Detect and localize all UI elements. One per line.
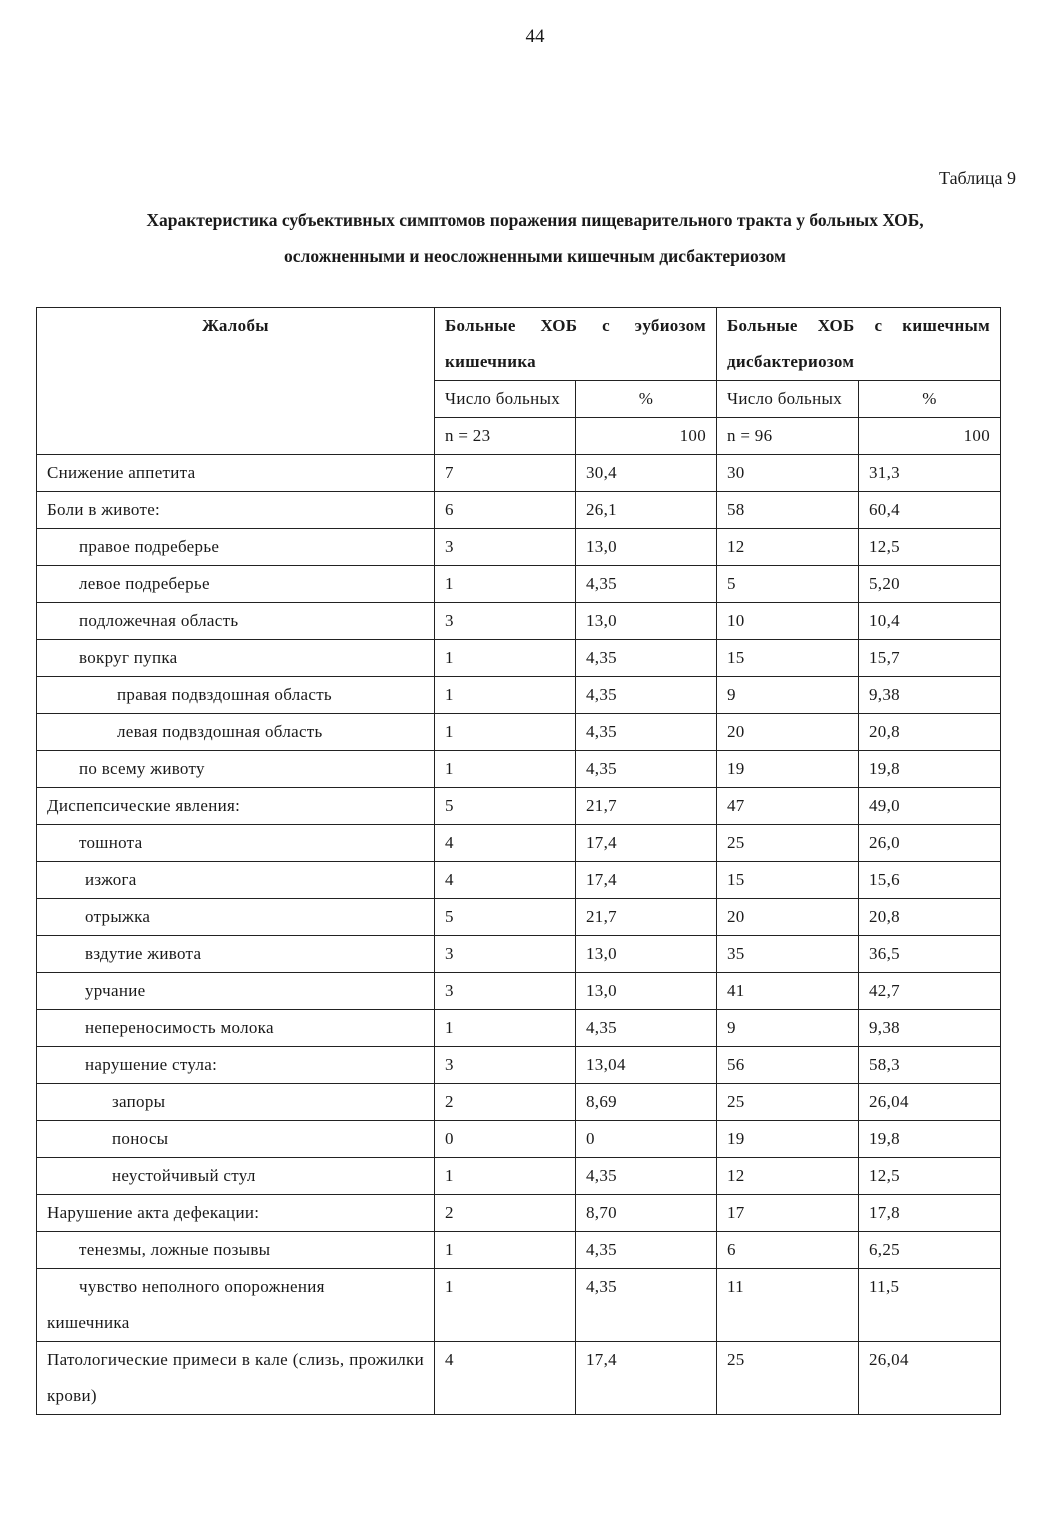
table-row xyxy=(37,1010,1001,1047)
table-row xyxy=(37,862,1001,899)
table-body xyxy=(37,455,1001,1415)
cell-g1-count: 1 xyxy=(435,751,576,788)
row-label-text: урчание xyxy=(85,981,146,1000)
header-g2-total: 100 xyxy=(859,418,1001,455)
cell-g2-count: 10 xyxy=(717,603,859,640)
cell-g2-percent: 36,5 xyxy=(859,936,1001,973)
cell-g2-percent: 9,38 xyxy=(859,677,1001,714)
header-g1-n: n = 23 xyxy=(435,418,576,455)
cell-g2-count: 47 xyxy=(717,788,859,825)
header-g2-percent: % xyxy=(859,381,1001,418)
cell-g1-percent: 13,04 xyxy=(576,1047,717,1084)
table-row xyxy=(37,1158,1001,1195)
row-label-text: Диспепсические явления: xyxy=(47,796,241,815)
cell-g1-count: 5 xyxy=(435,788,576,825)
cell-g1-percent: 4,35 xyxy=(576,640,717,677)
cell-g1-count: 4 xyxy=(435,1342,576,1415)
cell-g2-count: 41 xyxy=(717,973,859,1010)
row-label-text: вокруг пупка xyxy=(79,648,178,667)
header-g1-count: Число больных xyxy=(435,381,576,418)
cell-g2-percent: 15,6 xyxy=(859,862,1001,899)
header-g2-n: n = 96 xyxy=(717,418,859,455)
cell-g2-percent: 20,8 xyxy=(859,714,1001,751)
table-row xyxy=(37,788,1001,825)
header-g2-count: Число больных xyxy=(717,381,859,418)
cell-g2-count: 12 xyxy=(717,1158,859,1195)
row-label xyxy=(37,714,435,751)
row-label xyxy=(37,1010,435,1047)
cell-g2-percent: 19,8 xyxy=(859,1121,1001,1158)
cell-g1-percent: 21,7 xyxy=(576,899,717,936)
cell-g2-percent: 31,3 xyxy=(859,455,1001,492)
cell-g2-count: 35 xyxy=(717,936,859,973)
row-label-text: тенезмы, ложные позывы xyxy=(79,1240,271,1259)
table-row xyxy=(37,825,1001,862)
cell-g1-count: 7 xyxy=(435,455,576,492)
cell-g2-count: 20 xyxy=(717,714,859,751)
table-row xyxy=(37,1121,1001,1158)
cell-g1-percent: 8,70 xyxy=(576,1195,717,1232)
row-label xyxy=(37,566,435,603)
cell-g1-count: 1 xyxy=(435,1232,576,1269)
cell-g1-percent: 17,4 xyxy=(576,862,717,899)
row-label xyxy=(37,1047,435,1084)
cell-g1-percent: 4,35 xyxy=(576,1269,717,1342)
table-row xyxy=(37,714,1001,751)
cell-g1-count: 1 xyxy=(435,1158,576,1195)
cell-g1-percent: 4,35 xyxy=(576,714,717,751)
cell-g2-count: 30 xyxy=(717,455,859,492)
cell-g1-count: 4 xyxy=(435,825,576,862)
row-label xyxy=(37,825,435,862)
cell-g2-count: 20 xyxy=(717,899,859,936)
page-number: 44 xyxy=(525,26,545,47)
row-label-text: Боли в животе: xyxy=(47,500,161,519)
cell-g1-percent: 26,1 xyxy=(576,492,717,529)
cell-g2-count: 15 xyxy=(717,640,859,677)
cell-g2-percent: 20,8 xyxy=(859,899,1001,936)
cell-g1-count: 1 xyxy=(435,677,576,714)
cell-g1-percent: 17,4 xyxy=(576,1342,717,1415)
title-line-2: осложненными и неосложненными кишечным дисбактериозом xyxy=(284,246,786,266)
row-label xyxy=(37,862,435,899)
cell-g1-count: 1 xyxy=(435,714,576,751)
cell-g1-count: 3 xyxy=(435,973,576,1010)
cell-g2-count: 9 xyxy=(717,677,859,714)
row-label-text: подложечная область xyxy=(79,611,239,630)
cell-g2-count: 25 xyxy=(717,1084,859,1121)
cell-g1-percent: 13,0 xyxy=(576,936,717,973)
cell-g1-count: 3 xyxy=(435,529,576,566)
header-group-eubiosis: Больные ХОБ с эубиозом кишечника xyxy=(435,308,717,381)
cell-g1-percent: 13,0 xyxy=(576,603,717,640)
cell-g2-count: 15 xyxy=(717,862,859,899)
cell-g2-percent: 11,5 xyxy=(859,1269,1001,1342)
row-label-text: чувство неполного опорожнения xyxy=(79,1277,325,1296)
cell-g2-percent: 26,0 xyxy=(859,825,1001,862)
cell-g2-count: 19 xyxy=(717,1121,859,1158)
cell-g2-percent: 42,7 xyxy=(859,973,1001,1010)
table-title xyxy=(60,202,1010,274)
cell-g2-percent: 26,04 xyxy=(859,1084,1001,1121)
row-label xyxy=(37,603,435,640)
cell-g1-percent: 4,35 xyxy=(576,566,717,603)
cell-g1-percent: 8,69 xyxy=(576,1084,717,1121)
row-label-text: Нарушение акта дефекации: xyxy=(47,1203,260,1222)
row-label-text: левое подреберье xyxy=(79,574,210,593)
cell-g1-percent: 13,0 xyxy=(576,973,717,1010)
row-label-text: тошнота xyxy=(79,833,143,852)
header-g1-percent: % xyxy=(576,381,717,418)
row-label-text: поносы xyxy=(112,1129,169,1148)
cell-g2-count: 9 xyxy=(717,1010,859,1047)
row-label xyxy=(37,751,435,788)
cell-g1-percent: 0 xyxy=(576,1121,717,1158)
cell-g1-percent: 4,35 xyxy=(576,751,717,788)
row-label xyxy=(37,899,435,936)
table-row xyxy=(37,1195,1001,1232)
row-label xyxy=(37,455,435,492)
cell-g1-percent: 4,35 xyxy=(576,1158,717,1195)
cell-g1-count: 0 xyxy=(435,1121,576,1158)
cell-g2-percent: 10,4 xyxy=(859,603,1001,640)
row-label-text: запоры xyxy=(112,1092,166,1111)
table-row xyxy=(37,1084,1001,1121)
row-label xyxy=(37,1084,435,1121)
row-label xyxy=(37,1158,435,1195)
cell-g1-percent: 4,35 xyxy=(576,677,717,714)
cell-g2-count: 11 xyxy=(717,1269,859,1342)
table-row xyxy=(37,677,1001,714)
row-label-text: изжога xyxy=(85,870,137,889)
cell-g1-count: 3 xyxy=(435,1047,576,1084)
cell-g1-percent: 21,7 xyxy=(576,788,717,825)
table-row xyxy=(37,936,1001,973)
row-label xyxy=(37,1232,435,1269)
header-complaints: Жалобы xyxy=(37,308,435,455)
cell-g1-percent: 13,0 xyxy=(576,529,717,566)
cell-g2-percent: 12,5 xyxy=(859,529,1001,566)
row-label xyxy=(37,936,435,973)
header-row-groups xyxy=(37,308,1001,381)
cell-g2-count: 5 xyxy=(717,566,859,603)
header-g1-total: 100 xyxy=(576,418,717,455)
cell-g2-count: 17 xyxy=(717,1195,859,1232)
cell-g1-count: 2 xyxy=(435,1195,576,1232)
cell-g1-count: 6 xyxy=(435,492,576,529)
cell-g2-percent: 6,25 xyxy=(859,1232,1001,1269)
row-label xyxy=(37,1342,435,1415)
table-row xyxy=(37,603,1001,640)
row-label-text: по всему животу xyxy=(79,759,205,778)
row-label xyxy=(37,1269,435,1342)
row-label xyxy=(37,640,435,677)
row-label xyxy=(37,1121,435,1158)
row-label xyxy=(37,529,435,566)
cell-g1-count: 1 xyxy=(435,640,576,677)
table-row xyxy=(37,492,1001,529)
table-row xyxy=(37,566,1001,603)
cell-g2-count: 12 xyxy=(717,529,859,566)
row-label-text: левая подвздошная область xyxy=(117,722,323,741)
cell-g2-count: 6 xyxy=(717,1232,859,1269)
row-label-text: вздутие живота xyxy=(85,944,202,963)
row-label xyxy=(37,973,435,1010)
cell-g1-percent: 4,35 xyxy=(576,1010,717,1047)
row-label xyxy=(37,788,435,825)
row-label xyxy=(37,492,435,529)
row-label-text: Снижение аппетита xyxy=(47,463,196,482)
table-row xyxy=(37,1232,1001,1269)
table-row xyxy=(37,1269,1001,1342)
cell-g1-count: 3 xyxy=(435,603,576,640)
symptoms-table xyxy=(36,307,1001,1415)
table-row xyxy=(37,899,1001,936)
row-label-text: неустойчивый стул xyxy=(112,1166,256,1185)
row-label xyxy=(37,1195,435,1232)
row-label-text: отрыжка xyxy=(85,907,151,926)
cell-g1-count: 3 xyxy=(435,936,576,973)
cell-g1-count: 1 xyxy=(435,1269,576,1342)
row-label-text: непереносимость молока xyxy=(85,1018,274,1037)
cell-g1-count: 2 xyxy=(435,1084,576,1121)
table-row xyxy=(37,1342,1001,1415)
cell-g1-count: 1 xyxy=(435,566,576,603)
cell-g2-percent: 12,5 xyxy=(859,1158,1001,1195)
table-label: Таблица 9 xyxy=(939,168,1016,188)
row-label-text: правая подвздошная область xyxy=(117,685,332,704)
cell-g2-percent: 26,04 xyxy=(859,1342,1001,1415)
title-line-1: Характеристика субъективных симптомов поражения пищеварительного тракта у больных ХОБ, xyxy=(146,210,924,230)
cell-g2-percent: 9,38 xyxy=(859,1010,1001,1047)
cell-g1-count: 5 xyxy=(435,899,576,936)
row-label-text: Патологические примеси в кале (слизь, прожилки крови) xyxy=(47,1350,424,1405)
header-group-dysbacteriosis: Больные ХОБ с кишечным дисбактериозом xyxy=(717,308,1001,381)
cell-g2-percent: 60,4 xyxy=(859,492,1001,529)
row-label-text: нарушение стула: xyxy=(85,1055,218,1074)
table-row xyxy=(37,640,1001,677)
cell-g2-count: 58 xyxy=(717,492,859,529)
cell-g2-count: 25 xyxy=(717,825,859,862)
cell-g2-percent: 49,0 xyxy=(859,788,1001,825)
cell-g1-count: 4 xyxy=(435,862,576,899)
row-label-text: правое подреберье xyxy=(79,537,220,556)
cell-g1-count: 1 xyxy=(435,1010,576,1047)
table-row xyxy=(37,455,1001,492)
table-row xyxy=(37,751,1001,788)
row-label-continuation: кишечника xyxy=(47,1313,130,1332)
cell-g2-count: 56 xyxy=(717,1047,859,1084)
cell-g2-count: 25 xyxy=(717,1342,859,1415)
row-label xyxy=(37,677,435,714)
cell-g1-percent: 4,35 xyxy=(576,1232,717,1269)
cell-g2-percent: 5,20 xyxy=(859,566,1001,603)
table-row xyxy=(37,973,1001,1010)
cell-g2-percent: 19,8 xyxy=(859,751,1001,788)
cell-g1-percent: 17,4 xyxy=(576,825,717,862)
cell-g1-percent: 30,4 xyxy=(576,455,717,492)
cell-g2-count: 19 xyxy=(717,751,859,788)
table-row xyxy=(37,529,1001,566)
cell-g2-percent: 17,8 xyxy=(859,1195,1001,1232)
table-row xyxy=(37,1047,1001,1084)
cell-g2-percent: 15,7 xyxy=(859,640,1001,677)
cell-g2-percent: 58,3 xyxy=(859,1047,1001,1084)
